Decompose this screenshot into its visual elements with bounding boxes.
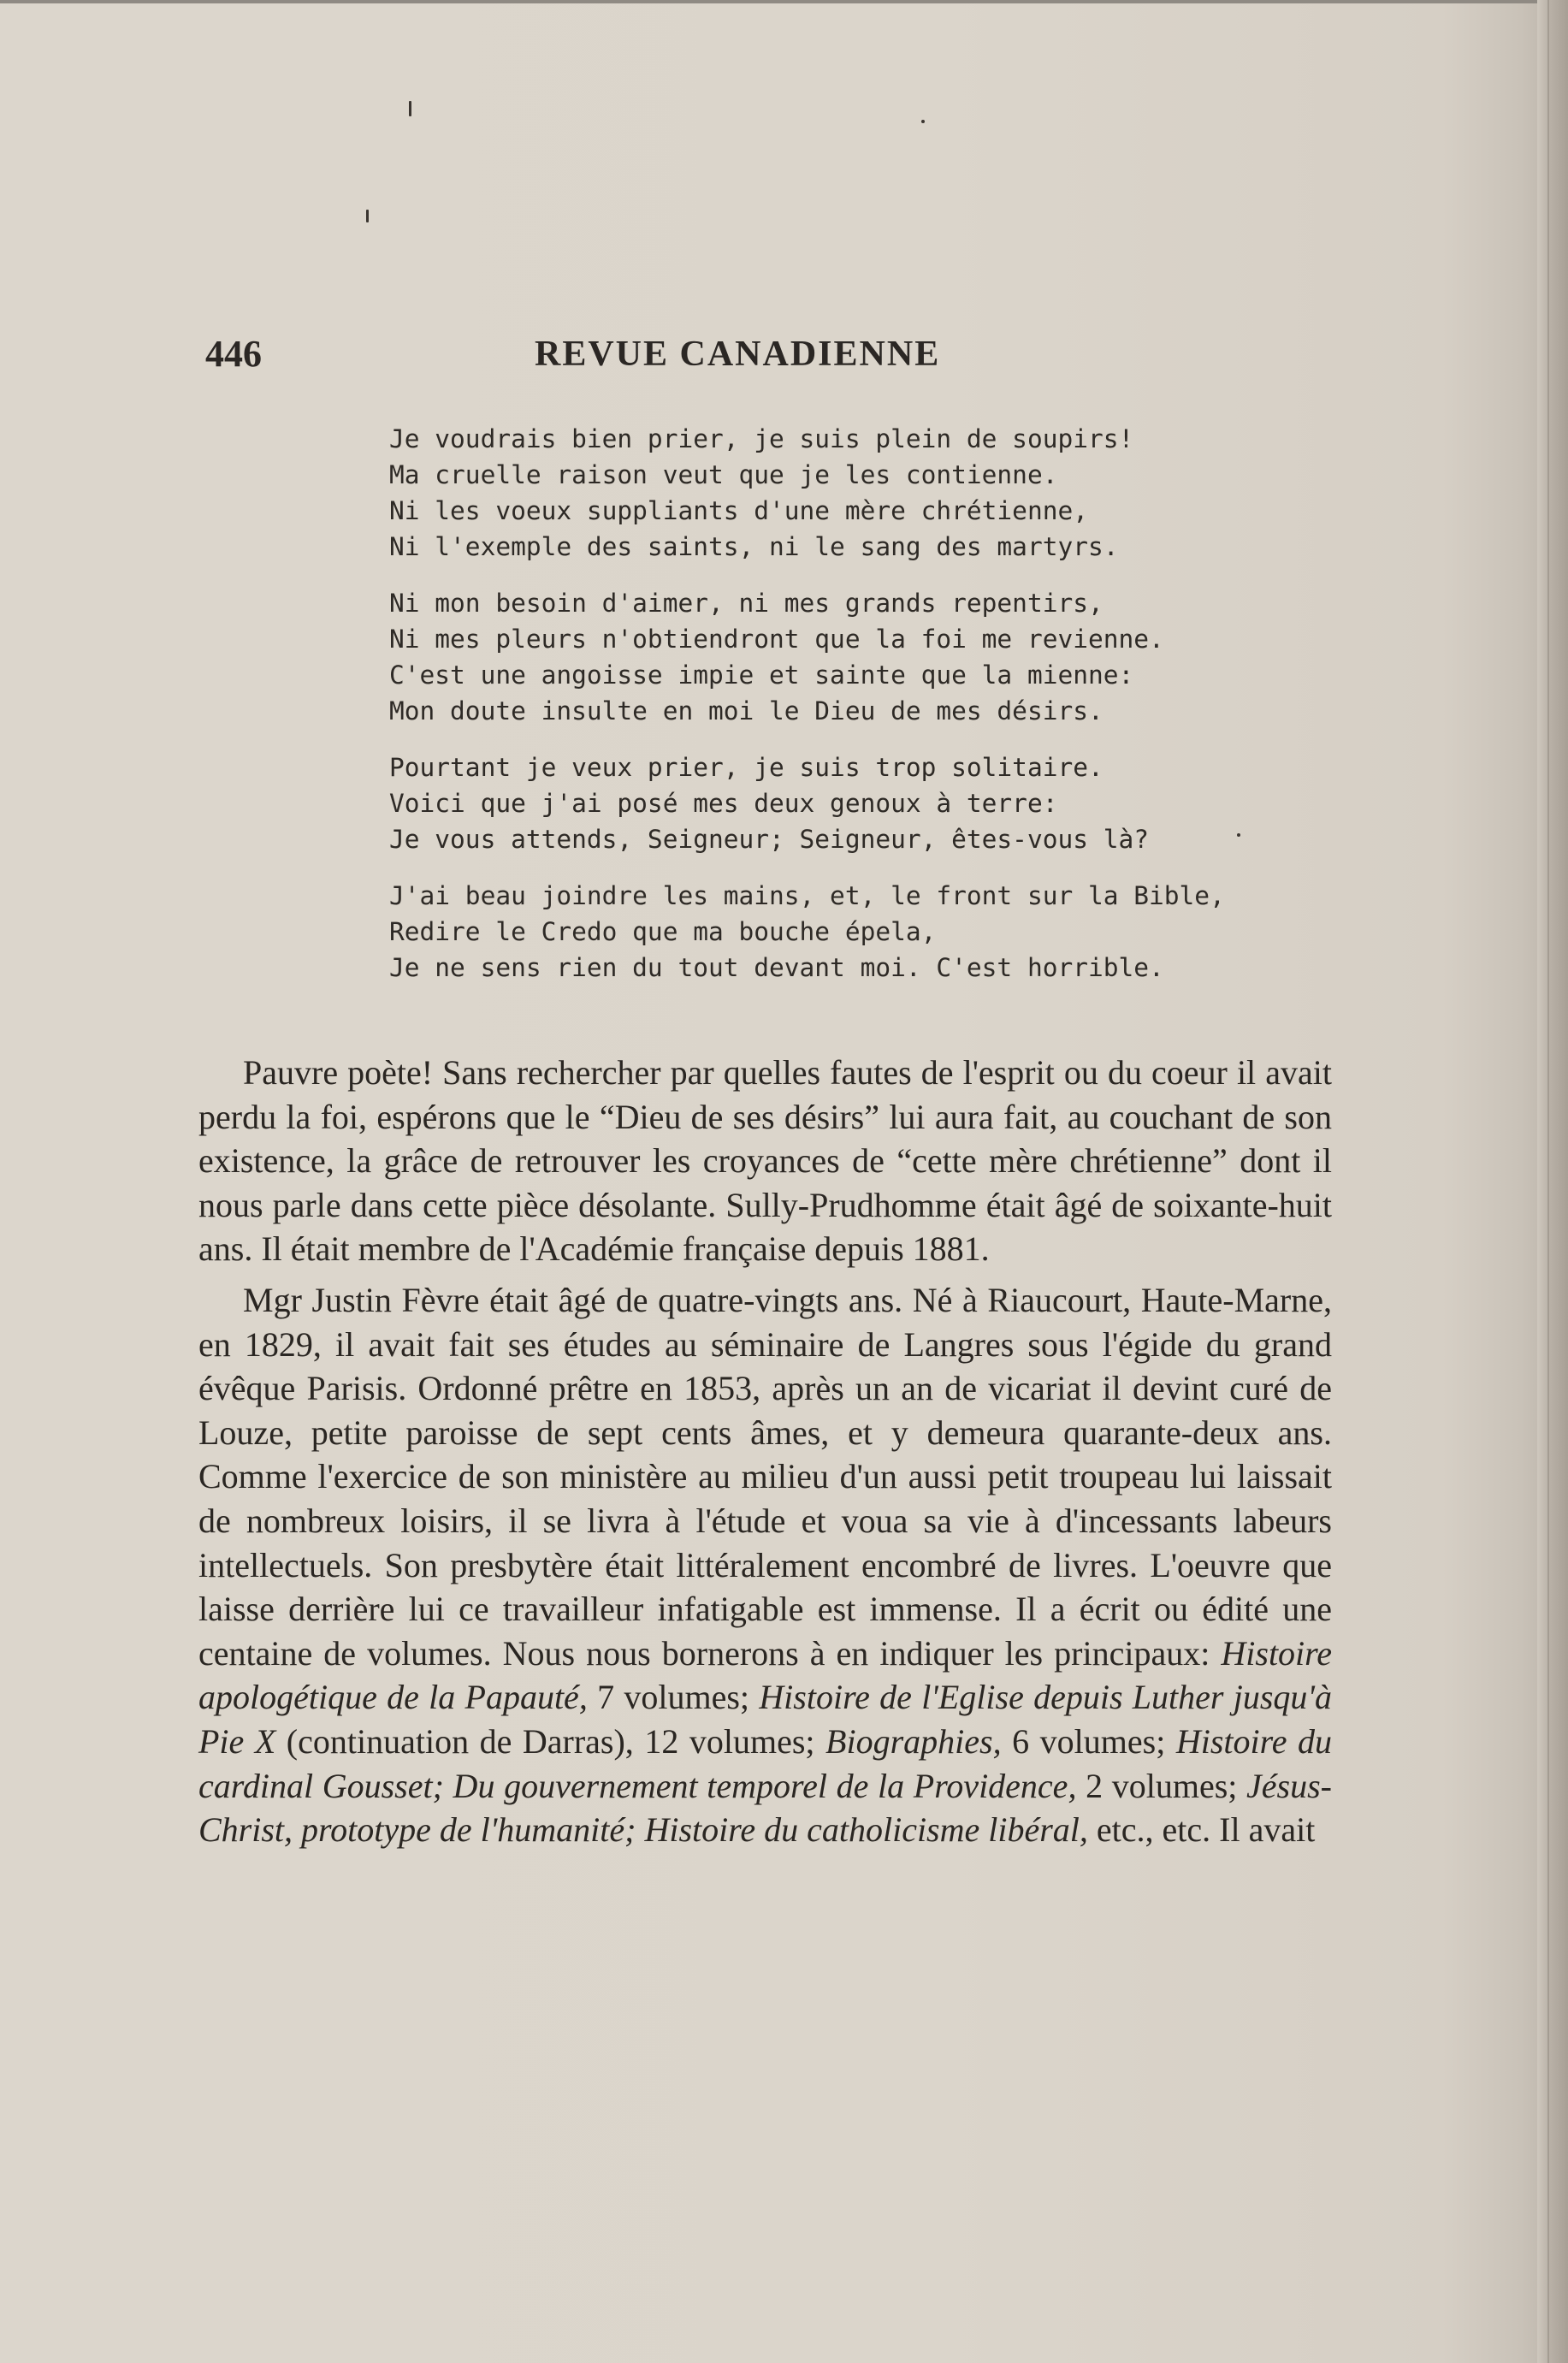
top-edge-rule — [0, 0, 1568, 3]
poem-stanza — [389, 878, 1225, 986]
poem-line: Voici que j'ai posé mes deux genoux à terre: — [389, 789, 1058, 818]
poem-stanza — [389, 421, 1210, 565]
poem-line: Ni mes pleurs n'obtiendront que la foi me revienne. — [389, 625, 1164, 654]
paragraph-justin-fevre — [198, 1278, 1332, 1852]
poem-line: Ni l'exemple des saints, ni le sang des martyrs. — [389, 532, 1119, 561]
book-title: Histoire apologétique de la Papauté, — [198, 1633, 1333, 1717]
poem-line: Ma cruelle raison veut que je les contienne. — [389, 460, 1058, 489]
book-title: Histoire de l'Eglise depuis Luther jusqu'à Pie X — [198, 1678, 1332, 1761]
running-title: REVUE CANADIENNE — [535, 335, 941, 374]
page-header — [205, 332, 1326, 383]
poem-line: Je vous attends, Seigneur; Seigneur, êtes-vous là? — [389, 825, 1150, 854]
book-note: (continuation de Darras), 12 volumes; — [275, 1721, 826, 1761]
book-title: Histoire du cardinal Gousset; Du gouvernement temporel de la Providence, — [198, 1721, 1332, 1805]
ink-speck — [409, 101, 411, 116]
poem-line: Ni les voeux suppliants d'une mère chrétienne, — [389, 496, 1088, 525]
ink-speck — [1237, 833, 1240, 837]
book-title: Jésus-Christ, prototype de l'humanité; Histoire du catholicisme libéral, — [198, 1766, 1332, 1850]
book-title: Biographies, — [825, 1721, 1002, 1761]
poem-line: C'est une angoisse impie et sainte que la mienne: — [389, 660, 1134, 690]
paragraph-text: Mgr Justin Fèvre était âgé de quatre-vingts ans. Né à Riaucourt, Haute-Marne, en 1829, il avait fait ses études au séminaire de Langres sous l'égide du grand évêque Parisis. Ordonné prêtre en 1853, après un an de vicariat il devint curé de Louze, petite paroisse de sept cents âmes, et y demeura quarante-deux ans. Comme l'exercice de son ministère au milieu d'un aussi petit troupeau lui laissait de nombreux loisirs, il se livra à l'étude et voua sa vie à d'incessants labeurs intellectuels. Son presbytère était littéralement encombré de livres. L'oeuvre que laisse derrière lui ce travailleur infatigable est immense. Il a écrit ou édité une centaine de volumes. Nous nous bornerons à en indiquer les principaux: — [198, 1280, 1332, 1673]
binding-edge-line — [1547, 0, 1549, 2363]
book-note: 2 volumes; — [1076, 1766, 1247, 1805]
body-text — [198, 1051, 1332, 1859]
book-note: 7 volumes; — [587, 1678, 760, 1717]
poem-stanza — [389, 749, 1210, 857]
poem-line: J'ai beau joindre les mains, et, le front sur la Bible, — [389, 881, 1225, 910]
poem-quotation — [389, 421, 1225, 1006]
ink-speck — [366, 210, 369, 222]
paragraph-sully-prudhomme: Pauvre poète! Sans rechercher par quelles fautes de l'esprit ou du coeur il avait perdu la foi, espérons que le “Dieu de ses désirs” lui aura fait, au couchant de son existence, la grâce de retrouver les croyances de “cette mère chrétienne” dont il nous parle dans cette pièce désolante. Sully-Prudhomme était âgé de soixante-huit ans. Il était membre de l'Académie française depuis 1881. — [198, 1053, 1332, 1269]
page-edge-shadow — [1537, 0, 1568, 2363]
poem-line: Je voudrais bien prier, je suis plein de soupirs! — [389, 424, 1134, 453]
poem-line: Mon doute insulte en moi le Dieu de mes désirs. — [389, 696, 1104, 725]
poem-stanza — [389, 585, 1210, 729]
poem-line: Pourtant je veux prier, je suis trop solitaire. — [389, 753, 1104, 782]
poem-line: Ni mon besoin d'aimer, ni mes grands repentirs, — [389, 589, 1104, 618]
paragraph-text: etc., etc. Il avait — [1087, 1810, 1316, 1850]
poem-line: Redire le Credo que ma bouche épela, — [389, 917, 937, 946]
page-number: 446 — [205, 333, 262, 375]
ink-speck — [921, 120, 925, 123]
book-note: 6 volumes; — [1001, 1721, 1176, 1761]
poem-line: Je ne sens rien du tout devant moi. C'est horrible. — [389, 953, 1164, 982]
